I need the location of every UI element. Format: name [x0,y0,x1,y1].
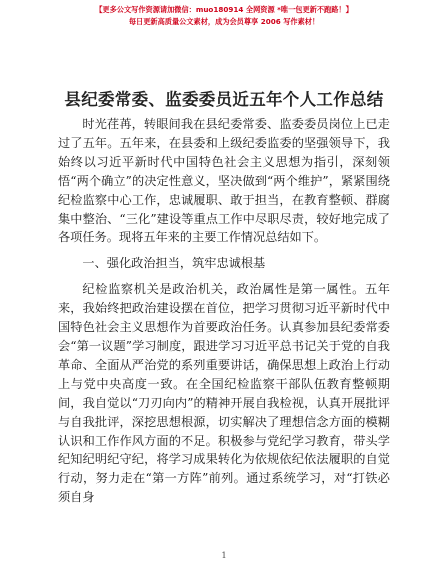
banner-line-2: 每日更新高质量公文素材，成为会员尊享 2006 写作素材！ [128,17,320,26]
body-paragraph: 纪检监察机关是政治机关，政治属性是第一属性。五年来，我始终把政治建设摆在首位，把学习贯彻习近平新时代中国特色社会主义思想作为首要政治任务。认真参加县纪委常委会“第一议题”学习制度，跟进学习习近平总书记关于党的自我革命、全面从严治党的系列重要讲话，确保思想上政治上行动上与党中央高度一致。在全国纪检监察干部队伍教育整顿期间，我自觉以“刀刃向内”的精神开展自我检视，认真开展批评与自我批评，深挖思想根源，切实解决了理想信念方面的模糊认识和工作作风方面的不足。积极参与党纪学习教育，带头学纪知纪明纪守纪，将学习成果转化为依规依纪依法履职的自觉行动，努力走在“第一方阵”前列。通过系统学习，对“打铁必须自身 [58,282,390,505]
document-title: 县纪委常委、监委委员近五年个人工作总结 [64,90,384,109]
page-number: 1 [221,551,227,560]
document-body [58,115,390,507]
section-heading: 一、强化政治担当，筑牢忠诚根基 [82,256,266,271]
intro-paragraph: 时光荏苒，转眼间我在县纪委常委、监委委员岗位上已走过了五年。五年来，在县委和上级纪委监委的坚强领导下，我始终以习近平新时代中国特色社会主义思想为指引，深刻领悟“两个确立”的决定性意义，坚决做到“两个维护”，紧紧围绕纪检监察中心工作，忠诚履职、敢于担当，在教育整顿、群腐集中整治、“三化”建设等重点工作中尽职尽责，较好地完成了各项任务。现将五年来的主要工作情况总结如下。 [58,117,390,245]
header-banner [0,4,448,28]
banner-line-1: 【更多公文写作资源请加微信：muo180914 全网资源 *唯一包更新不跑路！】 [95,5,353,14]
